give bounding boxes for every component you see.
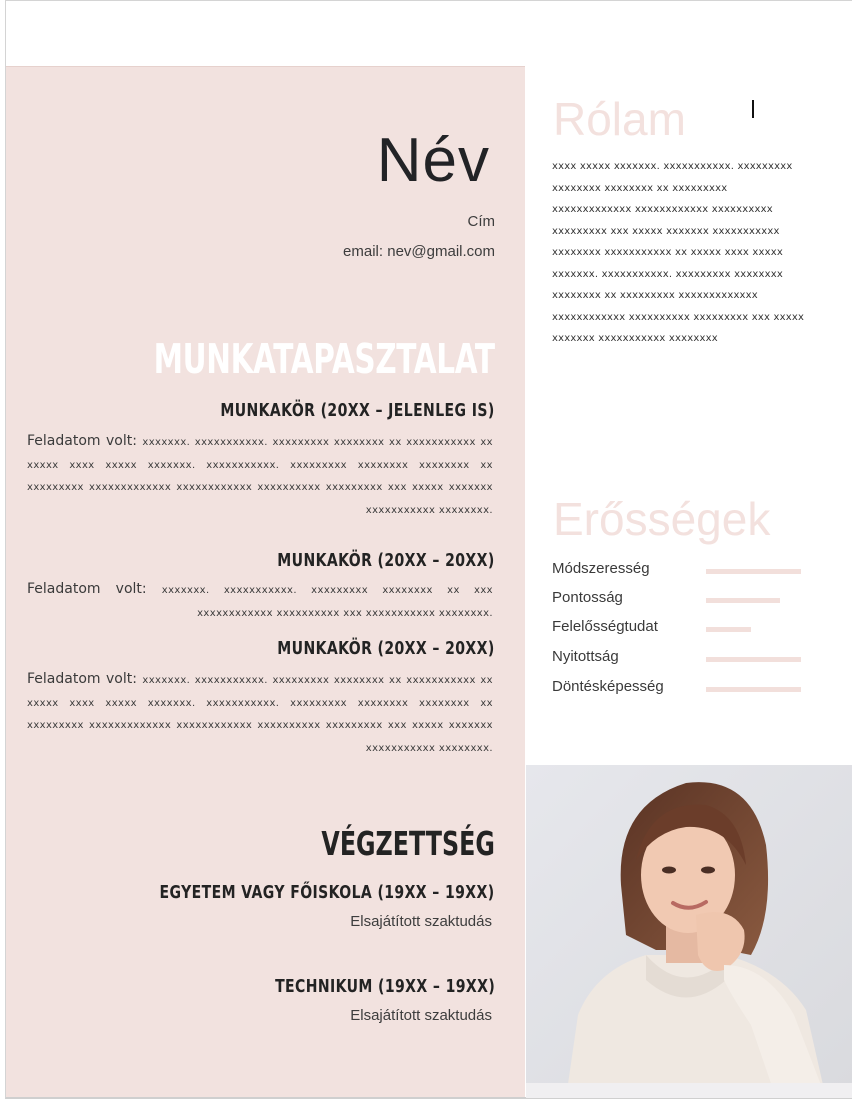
- education-heading[interactable]: VÉGZETTSÉG: [321, 824, 495, 863]
- strength-label[interactable]: Döntésképesség: [552, 678, 664, 695]
- email-line[interactable]: email: nev@gmail.com: [343, 243, 495, 260]
- strength-item: [552, 618, 812, 644]
- strengths-heading[interactable]: Erősségek: [553, 493, 771, 545]
- text-cursor: [752, 100, 754, 118]
- job-title-3[interactable]: MUNKAKÖR (20XX – 20XX): [277, 638, 495, 659]
- job-description-2[interactable]: [27, 579, 493, 624]
- strength-item: [552, 560, 812, 586]
- strength-item: [552, 678, 812, 704]
- about-heading[interactable]: Rólam: [553, 93, 686, 145]
- work-experience-heading[interactable]: MUNKATAPASZTALAT: [153, 335, 495, 383]
- strength-bar-track: [706, 687, 801, 692]
- strength-bar-track: [706, 569, 801, 574]
- education-subtitle-2[interactable]: Elsajátított szaktudás: [350, 1007, 492, 1024]
- name-heading[interactable]: Név: [376, 126, 490, 195]
- strength-bar-fill: [706, 657, 801, 662]
- job-title-1[interactable]: MUNKAKÖR (20XX – JELENLEG IS): [220, 400, 495, 421]
- strength-bar-fill: [706, 627, 751, 632]
- strength-label[interactable]: Módszeresség: [552, 560, 650, 577]
- job-text-2: xxxxxxx. xxxxxxxxxxx. xxxxxxxxx xxxxxxxx xx xxx xxxxxxxxxxxx xxxxxxxxxx xxx xxxxxxxxxxx xxxxxxxx.: [161, 585, 493, 619]
- job-description-3[interactable]: [27, 669, 493, 760]
- strength-label[interactable]: Pontosság: [552, 589, 623, 606]
- strength-bar-track: [706, 598, 801, 603]
- education-title-1[interactable]: EGYETEM VAGY FŐISKOLA (19XX – 19XX): [159, 882, 495, 903]
- education-title-2[interactable]: TECHNIKUM (19XX – 19XX): [274, 976, 495, 997]
- strength-item: [552, 589, 812, 615]
- strength-bar-track: [706, 657, 801, 662]
- job-description-1[interactable]: [27, 431, 493, 522]
- address-line[interactable]: Cím: [467, 213, 495, 230]
- strength-item: [552, 648, 812, 674]
- strength-label[interactable]: Nyitottság: [552, 648, 619, 665]
- job-lead-3: Feladatom volt:: [27, 671, 137, 687]
- left-panel: [6, 66, 525, 1097]
- profile-photo-illustration: [526, 765, 852, 1098]
- education-subtitle-1[interactable]: Elsajátított szaktudás: [350, 913, 492, 930]
- job-lead-2: Feladatom volt:: [27, 581, 147, 597]
- strength-bar-fill: [706, 687, 801, 692]
- strength-bar-fill: [706, 598, 780, 603]
- strength-bar-track: [706, 627, 801, 632]
- strength-bar-fill: [706, 569, 801, 574]
- strength-label[interactable]: Felelősségtudat: [552, 618, 658, 635]
- about-text[interactable]: xxxx xxxxx xxxxxxx. xxxxxxxxxxx. xxxxxxxxx xxxxxxxx xxxxxxxx xx xxxxxxxxx xxxxxxxxxxxxx xxxxxxxxxxxx xxxxxxxxxx xxxxxxxxx xxx xxxxx xxxxxxx xxxxxxxxxxx xxxxxxxx xxxxxxxxxxx xx xxxxx xxxx xxxxx xxxxxxx. xxxxxxxxxxx. xxxxxxxxx xxxxxxxx xxxxxxxx xx xxxxxxxxx xxxxxxxxxxxxx xxxxxxxxxxxx xxxxxxxxxx xxxxxxxxx xxx xxxxx xxxxxxx xxxxxxxxxxx xxxxxxxx: [552, 161, 805, 344]
- job-lead-1: Feladatom volt:: [27, 433, 137, 449]
- job-text-1: xxxxxxx. xxxxxxxxxxx. xxxxxxxxx xxxxxxxx xx xxxxxxxxxxx xx xxxxx xxxx xxxxx xxxxxxx. xxxxxxxxxxx. xxxxxxxxx xxxxxxxx xxxxxxxx xx xxxxxxxxx xxxxxxxxxxxxx xxxxxxxxxxxx xxxxxxxxxx xxxxxxxxx xxx xxxxx xxxxxxx xxxxxxxxxxx xxxxxxxx.: [27, 437, 493, 517]
- profile-photo[interactable]: [526, 765, 852, 1098]
- job-title-2[interactable]: MUNKAKÖR (20XX – 20XX): [277, 550, 495, 571]
- job-text-3: xxxxxxx. xxxxxxxxxxx. xxxxxxxxx xxxxxxxx xx xxxxxxxxxxx xx xxxxx xxxx xxxxx xxxxxxx. xxxxxxxxxxx. xxxxxxxxx xxxxxxxx xxxxxxxx xx xxxxxxxxx xxxxxxxxxxxxx xxxxxxxxxxxx xxxxxxxxxx xxxxxxxxx xxx xxxxx xxxxxxx xxxxxxxxxxx xxxxxxxx.: [27, 675, 493, 755]
